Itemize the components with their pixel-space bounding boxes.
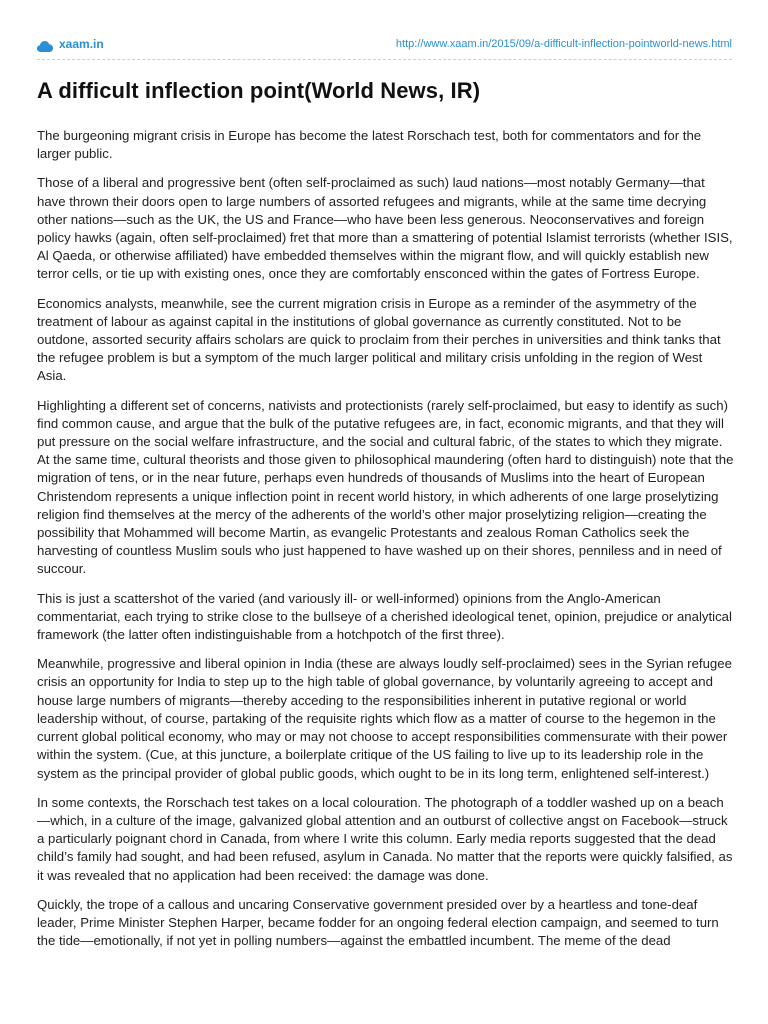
article-title: A difficult inflection point(World News, IR) bbox=[37, 78, 481, 103]
article-paragraph: Quickly, the trope of a callous and uncaring Conservative government presided over by a heartless and tone-deaf leader, Prime Minister Stephen Harper, became fodder for an ongoing federal election campaign, and seemed to turn the tide—emotionally, if not yet in polling numbers—against the embattled incumbent. The meme of the dead bbox=[37, 896, 719, 949]
article-body bbox=[37, 127, 734, 961]
brand-name[interactable]: xaam.in bbox=[59, 37, 104, 51]
article-paragraph: Economics analysts, meanwhile, see the current migration crisis in Europe as a reminder of the asymmetry of the treatment of labour as against capital in the institutions of global governance as currently constituted. Not to be outdone, assorted security affairs scholars are quick to proclaim from their perches in universities and think tanks that the refugee problem is but a symptom of the much larger political and military crisis unfolding in the region of West Asia. bbox=[37, 295, 721, 384]
article-paragraph: Those of a liberal and progressive bent (often self-proclaimed as such) laud nations—most notably Germany—that have thrown their doors open to large numbers of assorted refugees and migrants, while at the same time decrying other nations—such as the UK, the US and France—who have been less generous. Neoconservatives and foreign policy hawks (again, often self-proclaimed) fret that more than a smattering of potential Islamist terrorists (whether ISIS, Al Qaeda, or otherwise affiliated) have embedded themselves within the migrant flow, and will quickly establish new terror cells, or tie up with existing ones, once they are comfortably ensconced within the gates of Fortress Europe. bbox=[37, 175, 733, 282]
article-paragraph: The burgeoning migrant crisis in Europe has become the latest Rorschach test, both for commentators and for the larger public. bbox=[37, 128, 702, 162]
article-paragraph: Meanwhile, progressive and liberal opinion in India (these are always loudly self-proclaimed) sees in the Syrian refugee crisis an opportunity for India to step up to the high table of global governance, by voluntarily agreeing to accept and house large numbers of migrants—thereby acceding to the responsibilities inherent in putative regional or world leadership without, of course, partaking of the requisite rights which flow as a matter of course to the hegemon in the current global political economy, who may or may not choose to accept responsibilities commensurate with their power within the system. (Cue, at this juncture, a boilerplate critique of the US failing to live up to its leadership role in the system as the principal provider of global public goods, which ought to be in its long term, enlightened self-interest.) bbox=[37, 656, 732, 781]
brand[interactable] bbox=[37, 37, 104, 51]
source-header bbox=[37, 33, 732, 60]
cloud-icon bbox=[37, 39, 53, 50]
article-paragraph: In some contexts, the Rorschach test takes on a local colouration. The photograph of a toddler washed up on a beach —which, in a culture of the image, galvanized global attention and an outburst of collective angst on Facebook—struck a particularly poignant chord in Canada, from where I write this column. Early media reports suggested that the dead child’s family had sought, and had been refused, asylum in Canada. No matter that the reports were quickly falsified, as it was revealed that no application had been received: the damage was done. bbox=[37, 794, 733, 883]
article-paragraph: Highlighting a different set of concerns, nativists and protectionists (rarely self-proclaimed, but easy to identify as such) find common cause, and argue that the bulk of the putative refugees are, in fact, economic migrants, and that they will put pressure on the social welfare infrastructure, and the social and cultural fabric, of the states to which they migrate. At the same time, cultural theorists and those given to philosophical maundering (often hard to distinguish) note that the migration of tens, or in the near future, perhaps even hundreds of thousands of Muslims into the heart of European Christendom represents a unique inflection point in recent world history, in which adherents of one large proselytizing religion find themselves at the mercy of the adherents of the world’s other major proselytizing religion—creating the possibility that Mohammed will become Martin, as evangelic Protestants and zealous Roman Catholics seek the harvesting of countless Muslim souls who just happened to have washed up on their shores, penniless and in need of succour. bbox=[37, 397, 734, 577]
source-url-link[interactable]: http://www.xaam.in/2015/09/a-difficult-inflection-pointworld-news.html bbox=[395, 38, 732, 50]
article-paragraph: This is just a scattershot of the varied (and variously ill- or well-informed) opinions from the Anglo-American commentariat, each trying to strike close to the bullseye of a cherished ideological tenet, opinion, prejudice or analytical framework (the latter often indistinguishable from a hotchpotch of the first three). bbox=[37, 590, 732, 643]
